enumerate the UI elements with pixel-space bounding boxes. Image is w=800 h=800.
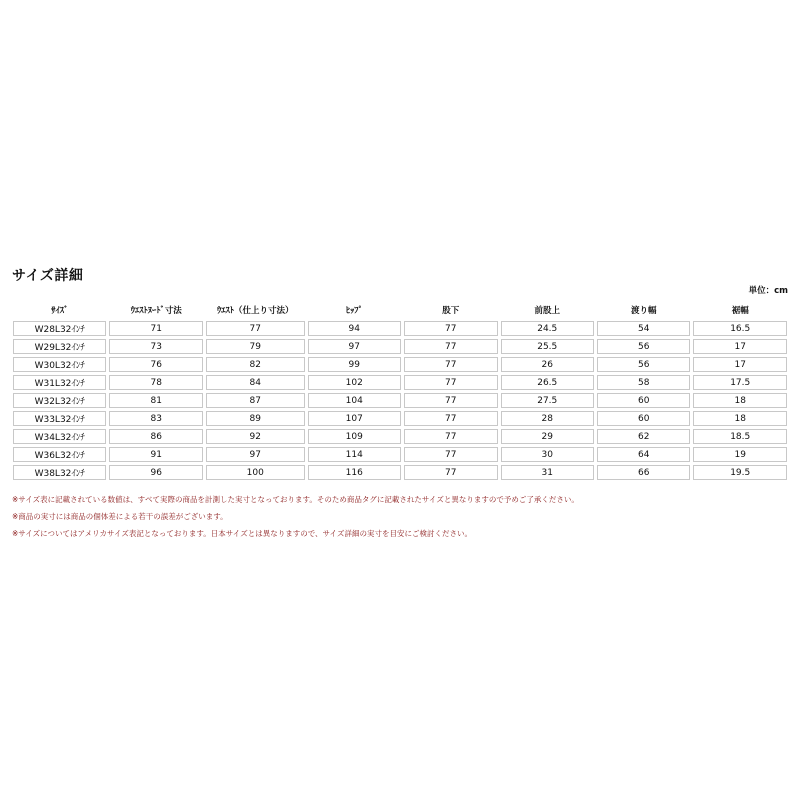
measurement-cell: 18 bbox=[693, 393, 787, 408]
size-cell: W30L32ｲﾝﾁ bbox=[13, 357, 106, 372]
measurement-cell: 76 bbox=[109, 357, 202, 372]
column-header: ﾋｯﾌﾟ bbox=[345, 305, 363, 316]
measurement-cell: 56 bbox=[597, 357, 690, 372]
measurement-cell: 109 bbox=[308, 429, 401, 444]
measurement-cell: 116 bbox=[308, 465, 401, 480]
table-row bbox=[13, 429, 787, 444]
measurement-cell: 82 bbox=[206, 357, 305, 372]
measurement-cell: 77 bbox=[404, 411, 497, 426]
measurement-cell: 81 bbox=[109, 393, 202, 408]
measurement-cell: 77 bbox=[404, 375, 497, 390]
measurement-cell: 77 bbox=[404, 429, 497, 444]
table-row bbox=[13, 357, 787, 372]
measurement-cell: 19.5 bbox=[693, 465, 787, 480]
table-header bbox=[13, 301, 787, 318]
table-row bbox=[13, 375, 787, 390]
measurement-cell: 25.5 bbox=[501, 339, 594, 354]
measurement-cell: 71 bbox=[109, 321, 202, 336]
measurement-cell: 77 bbox=[206, 321, 305, 336]
measurement-cell: 19 bbox=[693, 447, 787, 462]
note-text: ※サイズ表に記載されている数値は、すべて実際の商品を計測した実寸となっております。そのため商品タグに記載されたサイズと異なりますので予めご了承ください。 bbox=[12, 495, 579, 504]
measurement-cell: 73 bbox=[109, 339, 202, 354]
table-row bbox=[13, 411, 787, 426]
measurement-cell: 26 bbox=[501, 357, 594, 372]
measurement-cell: 83 bbox=[109, 411, 202, 426]
measurement-cell: 17.5 bbox=[693, 375, 787, 390]
measurement-cell: 77 bbox=[404, 393, 497, 408]
measurement-cell: 87 bbox=[206, 393, 305, 408]
table-row bbox=[13, 321, 787, 336]
column-header: ｳｴｽﾄ（仕上り寸法） bbox=[216, 305, 294, 316]
measurement-cell: 114 bbox=[308, 447, 401, 462]
unit-label: 単位：cm bbox=[748, 286, 788, 296]
column-header: 股下 bbox=[442, 305, 460, 316]
size-cell: W29L32ｲﾝﾁ bbox=[13, 339, 106, 354]
measurement-cell: 77 bbox=[404, 339, 497, 354]
measurement-cell: 18 bbox=[693, 411, 787, 426]
table-body bbox=[13, 321, 787, 480]
measurement-cell: 86 bbox=[109, 429, 202, 444]
measurement-cell: 66 bbox=[597, 465, 690, 480]
measurement-cell: 28 bbox=[501, 411, 594, 426]
measurement-cell: 96 bbox=[109, 465, 202, 480]
measurement-cell: 31 bbox=[501, 465, 594, 480]
size-cell: W36L32ｲﾝﾁ bbox=[13, 447, 106, 462]
size-cell: W38L32ｲﾝﾁ bbox=[13, 465, 106, 480]
header-row bbox=[13, 301, 787, 318]
measurement-cell: 30 bbox=[501, 447, 594, 462]
measurement-cell: 64 bbox=[597, 447, 690, 462]
page-title: サイズ詳細 bbox=[12, 268, 84, 284]
measurement-cell: 60 bbox=[597, 393, 690, 408]
measurement-cell: 104 bbox=[308, 393, 401, 408]
column-header: ｻｲｽﾞ bbox=[51, 305, 69, 316]
measurement-cell: 56 bbox=[597, 339, 690, 354]
measurement-cell: 100 bbox=[206, 465, 305, 480]
measurement-cell: 26.5 bbox=[501, 375, 594, 390]
notes-section bbox=[12, 491, 579, 542]
column-header: 渡り幅 bbox=[630, 305, 657, 316]
size-table bbox=[10, 298, 790, 483]
measurement-cell: 16.5 bbox=[693, 321, 787, 336]
column-header: ｳｴｽﾄﾇｰﾄﾞ寸法 bbox=[130, 305, 182, 316]
table-row bbox=[13, 447, 787, 462]
note-text: ※サイズについてはアメリカサイズ表記となっております。日本サイズとは異なりますので、サイズ詳細の実寸を目安にご検討ください。 bbox=[12, 529, 472, 538]
size-cell: W32L32ｲﾝﾁ bbox=[13, 393, 106, 408]
measurement-cell: 77 bbox=[404, 447, 497, 462]
measurement-cell: 97 bbox=[206, 447, 305, 462]
measurement-cell: 24.5 bbox=[501, 321, 594, 336]
table-row bbox=[13, 465, 787, 480]
measurement-cell: 77 bbox=[404, 357, 497, 372]
measurement-cell: 84 bbox=[206, 375, 305, 390]
measurement-cell: 77 bbox=[404, 465, 497, 480]
size-cell: W28L32ｲﾝﾁ bbox=[13, 321, 106, 336]
measurement-cell: 58 bbox=[597, 375, 690, 390]
measurement-cell: 62 bbox=[597, 429, 690, 444]
column-header: 裾幅 bbox=[731, 305, 749, 316]
measurement-cell: 17 bbox=[693, 339, 787, 354]
measurement-cell: 97 bbox=[308, 339, 401, 354]
table-row bbox=[13, 393, 787, 408]
measurement-cell: 107 bbox=[308, 411, 401, 426]
measurement-cell: 77 bbox=[404, 321, 497, 336]
measurement-cell: 102 bbox=[308, 375, 401, 390]
measurement-cell: 92 bbox=[206, 429, 305, 444]
size-cell: W31L32ｲﾝﾁ bbox=[13, 375, 106, 390]
measurement-cell: 27.5 bbox=[501, 393, 594, 408]
measurement-cell: 18.5 bbox=[693, 429, 787, 444]
measurement-cell: 94 bbox=[308, 321, 401, 336]
measurement-cell: 17 bbox=[693, 357, 787, 372]
measurement-cell: 89 bbox=[206, 411, 305, 426]
measurement-cell: 78 bbox=[109, 375, 202, 390]
note-text: ※商品の実寸には商品の個体差による若干の誤差がございます。 bbox=[12, 512, 228, 521]
measurement-cell: 99 bbox=[308, 357, 401, 372]
measurement-cell: 29 bbox=[501, 429, 594, 444]
column-header: 前股上 bbox=[534, 305, 560, 316]
size-cell: W33L32ｲﾝﾁ bbox=[13, 411, 106, 426]
measurement-cell: 60 bbox=[597, 411, 690, 426]
measurement-cell: 79 bbox=[206, 339, 305, 354]
measurement-cell: 54 bbox=[597, 321, 690, 336]
table-row bbox=[13, 339, 787, 354]
measurement-cell: 91 bbox=[109, 447, 202, 462]
size-cell: W34L32ｲﾝﾁ bbox=[13, 429, 106, 444]
